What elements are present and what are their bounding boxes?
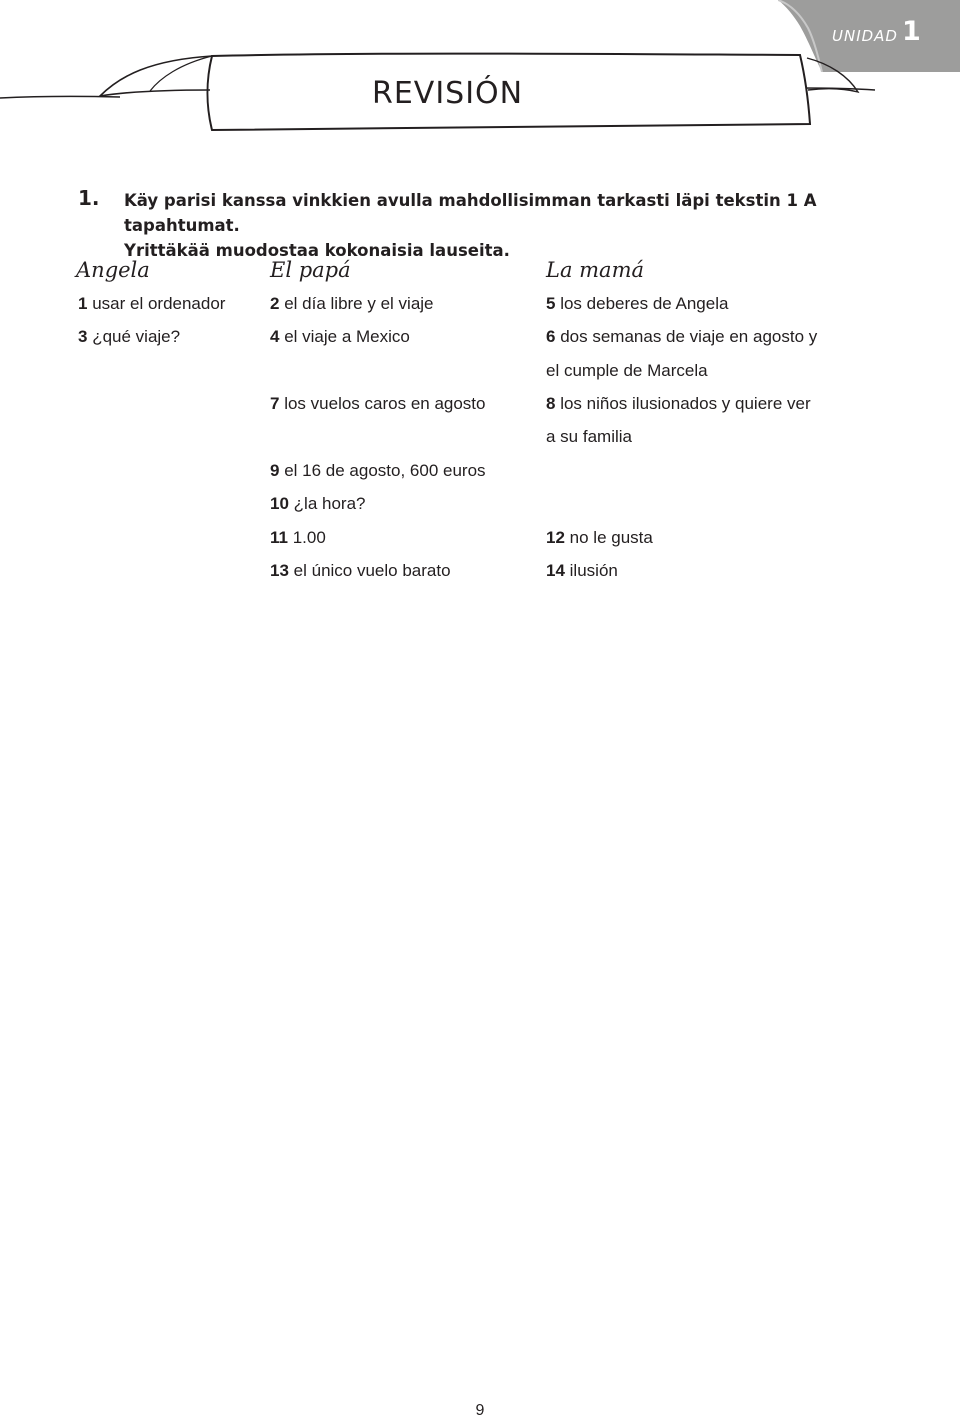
list-item [546, 560, 618, 582]
item-text: el 16 de agosto, 600 euros [284, 461, 486, 480]
item-number: 13 [270, 561, 289, 580]
list-item-continuation: a su familia [546, 427, 632, 446]
column-heading-mama: La mamá [546, 258, 645, 282]
item-number: 2 [270, 294, 280, 313]
list-item [270, 326, 410, 348]
exercise-instruction [124, 188, 904, 263]
item-text: ¿la hora? [293, 494, 366, 513]
list-item [270, 293, 434, 315]
list-item [270, 393, 486, 415]
list-item-continuation: el cumple de Marcela [546, 361, 708, 380]
item-number: 7 [270, 394, 280, 413]
item-number: 3 [78, 327, 88, 346]
item-text: los niños ilusionados y quiere ver [560, 394, 811, 413]
list-item [546, 293, 728, 315]
item-text: el único vuelo barato [293, 561, 451, 580]
instruction-line: Käy parisi kanssa vinkkien avulla mahdollisimman tarkasti läpi tekstin 1 A tapahtumat. [124, 191, 817, 235]
item-text: ¿qué viaje? [92, 327, 181, 346]
list-item [270, 527, 326, 549]
item-number: 1 [78, 294, 88, 313]
item-text: el viaje a Mexico [284, 327, 410, 346]
item-text: los deberes de Angela [560, 294, 729, 313]
item-number: 12 [546, 528, 565, 547]
list-item [78, 293, 225, 315]
item-text: ilusión [569, 561, 618, 580]
item-text: no le gusta [569, 528, 653, 547]
item-number: 6 [546, 327, 556, 346]
unit-number: 1 [902, 16, 921, 47]
list-item [270, 460, 486, 482]
item-number: 4 [270, 327, 280, 346]
item-text: el día libre y el viaje [284, 294, 434, 313]
exercise-number: 1. [78, 186, 100, 210]
section-title: REVISIÓN [372, 76, 524, 111]
item-number: 9 [270, 461, 280, 480]
column-heading-angela: Angela [76, 258, 150, 282]
list-item [78, 326, 180, 348]
item-number: 8 [546, 394, 556, 413]
instruction-line: Yrittäkää muodostaa kokonaisia lauseita. [124, 241, 510, 260]
unit-label: UNIDAD [832, 27, 898, 45]
list-item [546, 393, 811, 415]
item-text: usar el ordenador [92, 294, 226, 313]
item-number: 11 [270, 528, 288, 547]
list-item [546, 326, 817, 348]
item-number: 10 [270, 494, 289, 513]
list-item [270, 493, 365, 515]
column-heading-papa: El papá [270, 258, 351, 282]
item-text: 1.00 [292, 528, 326, 547]
item-number: 14 [546, 561, 565, 580]
item-text: los vuelos caros en agosto [284, 394, 486, 413]
item-text: dos semanas de viaje en agosto y [560, 327, 818, 346]
item-number: 5 [546, 294, 556, 313]
list-item [270, 560, 451, 582]
page-number: 9 [475, 1402, 485, 1419]
list-item [546, 527, 653, 549]
